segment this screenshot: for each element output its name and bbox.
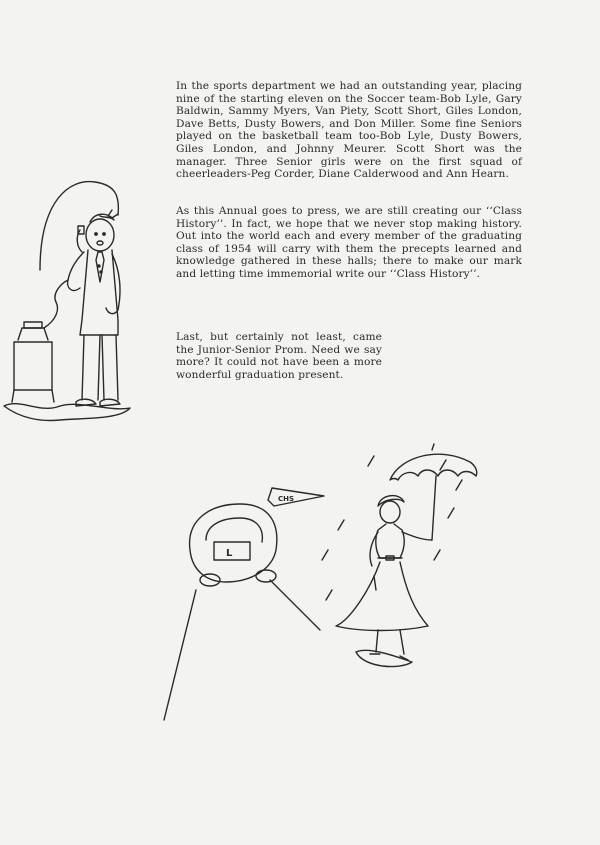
girl-figure	[336, 496, 432, 667]
car-plate-letter: L	[226, 548, 233, 559]
car-rear	[190, 504, 277, 586]
umbrella	[390, 444, 477, 540]
boy-on-phone-illustration	[0, 170, 140, 430]
pennant-label: CHS	[278, 495, 295, 503]
prom-illustration	[150, 440, 490, 730]
annual-paragraph: As this Annual goes to press, we are still creating our ‘‘Class History’’. In fact, we hope that we never stop making history. Out into the world each and every member of the graduating class of 1954 will carry with them the precepts learned and knowledge gathered in these halls; there to make our mark and letting time immemorial write our ‘‘Class History’’.	[176, 205, 522, 280]
sports-paragraph: In the sports department we had an outstanding year, placing nine of the starting eleven on the Soccer team-Bob Lyle, Gary Baldwin, Sammy Myers, Van Piety, Scott Short, Giles London, Dave Betts, Dusty Bowers, and Don Miller. Some fine Seniors played on the basketball team too-Bob Lyle, Dusty Bowers, Giles London, and Johnny Meurer. Scott Short was the manager. Three Senior girls were on the first squad of cheerleaders-Peg Corder, Diane Calderwood and Ann Hearn.	[176, 80, 522, 181]
prom-paragraph: Last, but certainly not least, came the Junior-Senior Prom. Need we say more? It could not have been a more wonderful graduation present.	[176, 331, 382, 381]
chs-pennant	[268, 488, 324, 506]
